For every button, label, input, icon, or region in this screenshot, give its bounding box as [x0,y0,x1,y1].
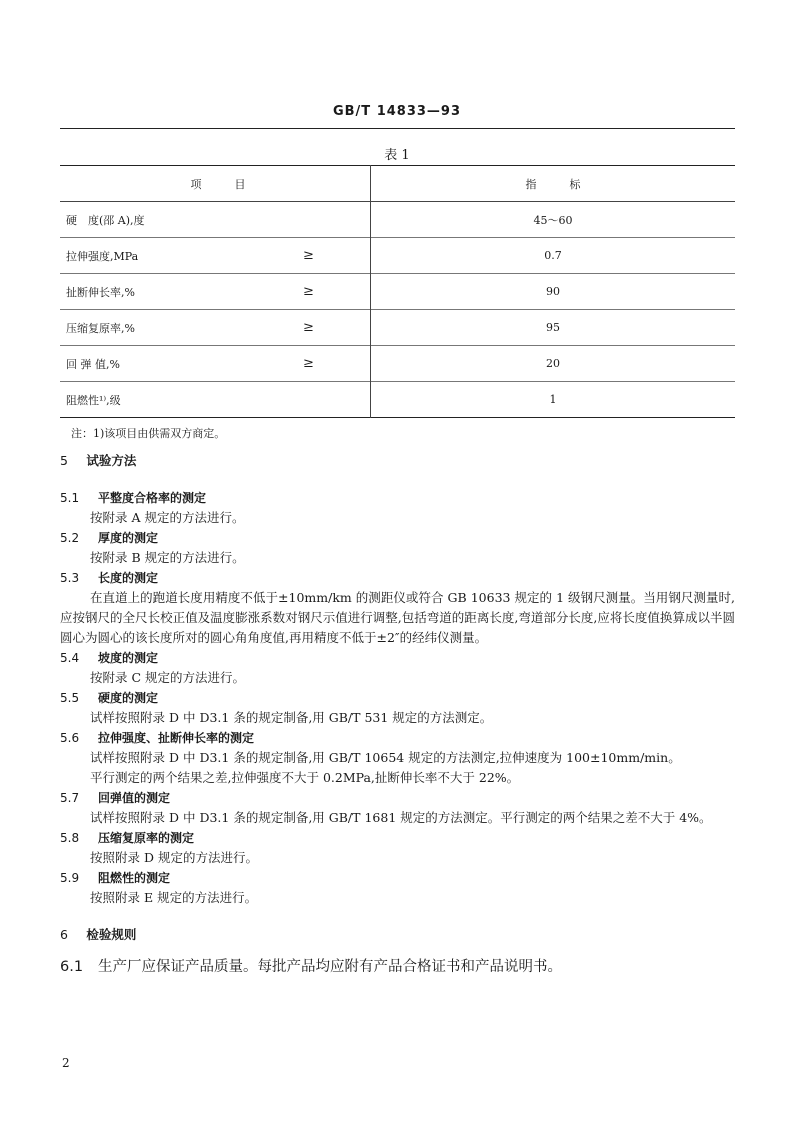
section-5-6-heading: 5.6 拉伸强度、扯断伸长率的测定 [60,731,255,745]
row-item: 回 弹 值,% [66,357,120,371]
document-body [60,450,735,978]
section-5-5-text: 试样按照附录 D 中 D3.1 条的规定制备,用 GB/T 531 规定的方法测定。 [90,710,493,725]
table-row [60,310,735,346]
section-5-3-text: 在直道上的跑道长度用精度不低于±10mm/km 的测距仪或符合 GB 10633 规定的 1 级钢尺测量。当用钢尺测量时,应按钢尺的全尺长校正值及温度膨涨系数对钢尺示值进行调整,包括弯道的距离长度,弯道部分长度,应将长度值换算成以半圆圆心为圆心的该长度所对的圆心角角度值,再用精度不低于±2″的经纬仪测量。 [60,590,735,645]
table-row [60,274,735,310]
section-5-heading: 5 试验方法 [60,453,137,468]
section-5-7-heading: 5.7 回弹值的测定 [60,791,171,805]
row-comparator: ≥ [303,284,314,299]
section-5-1-text: 按附录 A 规定的方法进行。 [90,510,245,525]
table-row [60,382,735,418]
section-5-4-text: 按附录 C 规定的方法进行。 [90,670,246,685]
row-value: 20 [371,346,736,382]
table-row [60,202,735,238]
header-item: 项 目 [190,177,246,191]
section-5-1-heading: 5.1 平整度合格率的测定 [60,491,207,505]
row-item: 拉伸强度,MPa [66,249,139,263]
table-row [60,238,735,274]
row-value: 95 [371,310,736,346]
spec-table [60,165,735,418]
row-item: 阻燃性¹⁾,级 [66,393,121,407]
section-5-3-heading: 5.3 长度的测定 [60,571,159,585]
section-5-6-text: 试样按照附录 D 中 D3.1 条的规定制备,用 GB/T 10654 规定的方法测定,拉伸速度为 100±10mm/min。 [90,750,681,765]
row-value: 90 [371,274,736,310]
section-5-2-heading: 5.2 厚度的测定 [60,531,159,545]
header-value: 指 标 [371,166,736,202]
section-5-5-heading: 5.5 硬度的测定 [60,691,159,705]
table-row [60,346,735,382]
row-comparator: ≥ [303,356,314,371]
table-caption: 表 1 [384,148,410,163]
section-5-8-heading: 5.8 压缩复原率的测定 [60,831,195,845]
table-header-row [60,166,735,202]
section-5-8-text: 按照附录 D 规定的方法进行。 [90,850,258,865]
row-item: 硬 度(邵 A),度 [66,213,145,227]
section-5-9-text: 按照附录 E 规定的方法进行。 [90,890,258,905]
row-item: 扯断伸长率,% [66,285,135,299]
section-5-7-text: 试样按照附录 D 中 D3.1 条的规定制备,用 GB/T 1681 规定的方法测定。平行测定的两个结果之差不大于 4%。 [90,810,712,825]
row-comparator [303,382,371,418]
row-comparator: ≥ [303,248,314,263]
standard-header: GB/T 14833—93 [332,104,462,119]
page-number: 2 [62,1056,70,1070]
header-rule [60,128,735,129]
row-item: 压缩复原率,% [66,321,135,335]
row-comparator: ≥ [303,320,314,335]
row-value: 45～60 [371,202,736,238]
section-6-heading: 6 检验规则 [60,927,137,942]
row-value: 0.7 [371,238,736,274]
table-note: 注：1)该项目由供需双方商定。 [71,427,226,440]
row-value: 1 [371,382,736,418]
section-6-1: 6.1 生产厂应保证产品质量。每批产品均应附有产品合格证书和产品说明书。 [60,959,562,975]
section-5-2-text: 按附录 B 规定的方法进行。 [90,550,245,565]
section-5-4-heading: 5.4 坡度的测定 [60,651,159,665]
section-5-9-heading: 5.9 阻燃性的测定 [60,871,171,885]
section-5-6-text-2: 平行测定的两个结果之差,拉伸强度不大于 0.2MPa,扯断伸长率不大于 22%。 [90,770,520,785]
row-comparator [303,202,371,238]
